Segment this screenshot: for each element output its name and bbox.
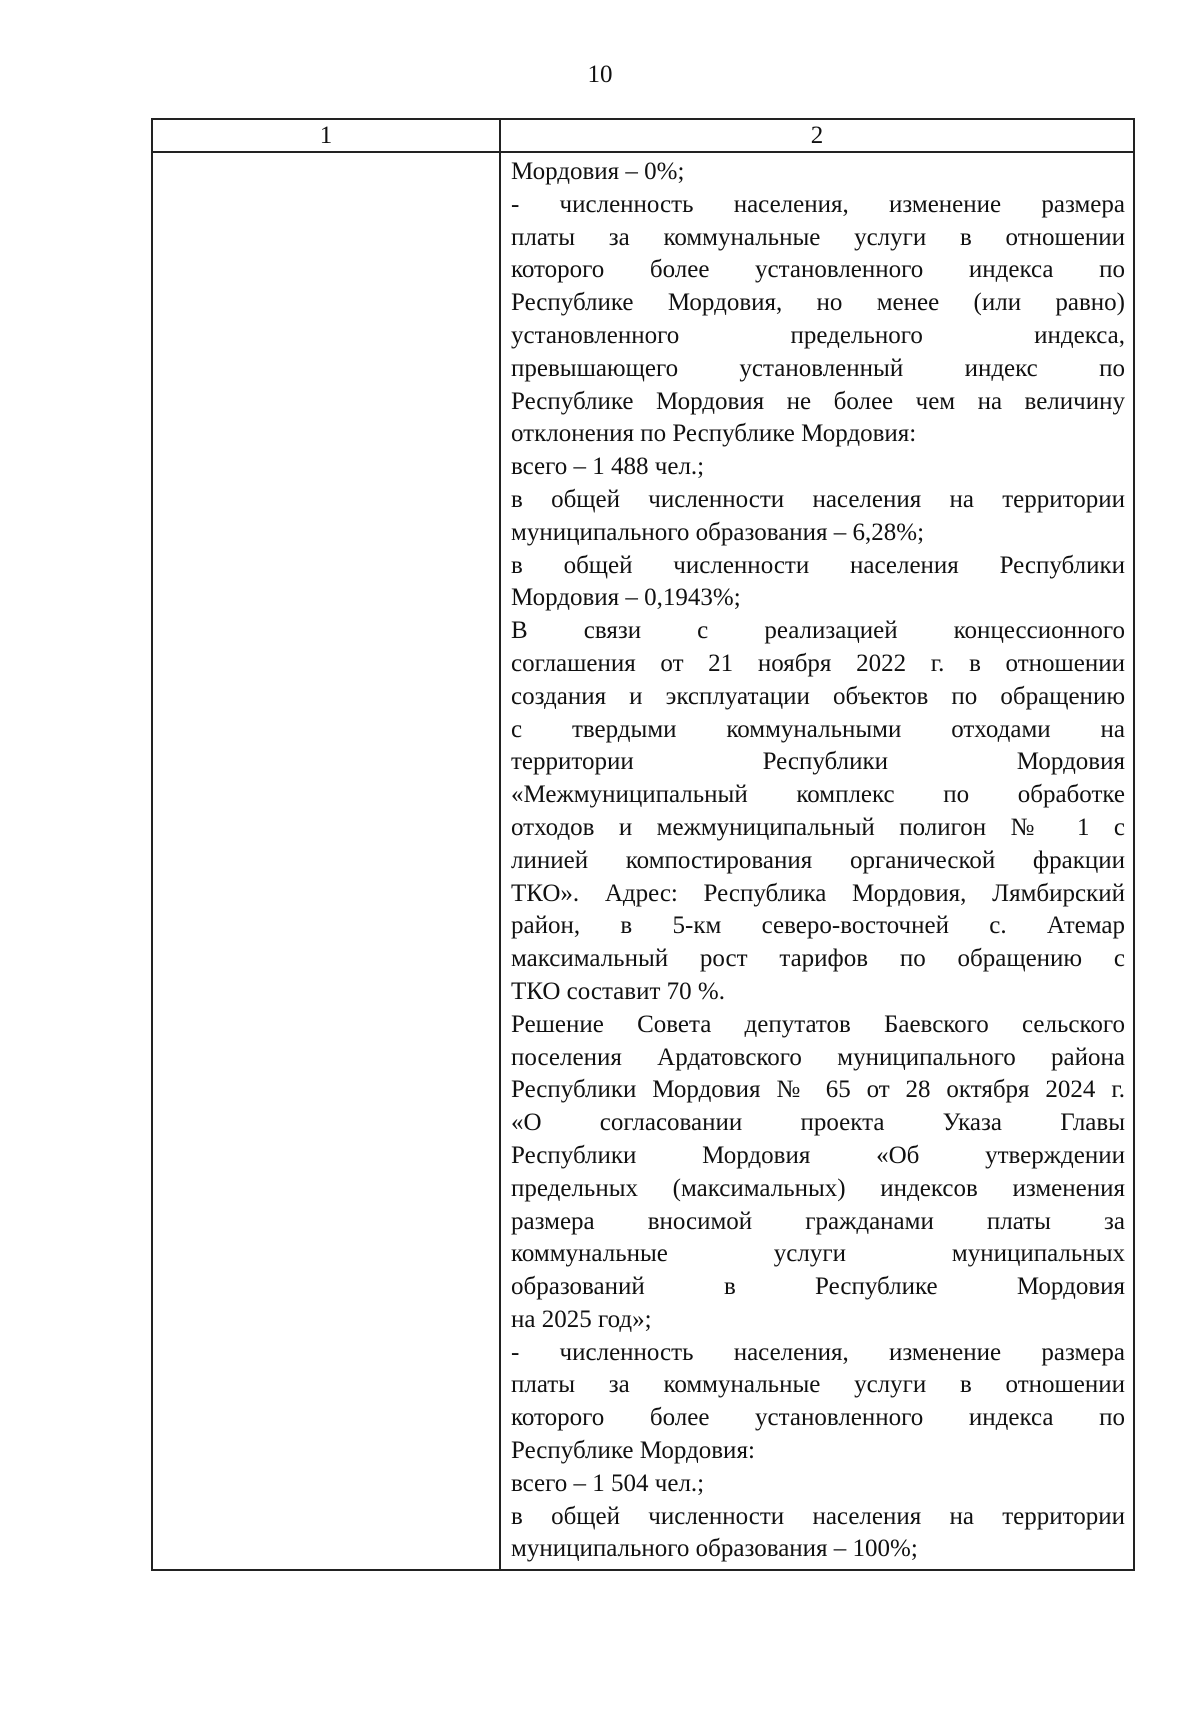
text-line: Мордовия – 0,1943%; — [511, 584, 741, 612]
text-line: линией компостирования органической фракции — [511, 846, 1125, 874]
text-line: которого более установленного индекса по — [511, 1404, 1125, 1432]
text-line: размера вносимой гражданами платы за — [511, 1207, 1125, 1235]
text-line: Республики Мордовия «Об утверждении — [511, 1141, 1125, 1169]
text-line: в общей численности населения Республики — [511, 551, 1125, 579]
column-2-cell — [511, 156, 1125, 1566]
text-line: которого более установленного индекса по — [511, 256, 1125, 284]
page-number: 10 — [587, 61, 613, 88]
document-table — [151, 118, 1135, 1571]
text-line: территории Республики Мордовия — [511, 748, 1125, 776]
text-line: всего – 1 504 чел.; — [511, 1469, 705, 1497]
text-line: отходов и межмуниципальный полигон № 1 с — [511, 813, 1125, 841]
text-line: ТКО». Адрес: Республика Мордовия, Лямбирский — [511, 879, 1125, 907]
text-line: муниципального образования – 100%; — [511, 1535, 918, 1563]
column-divider — [499, 120, 501, 1569]
table-header-row — [153, 120, 1133, 153]
text-line: максимальный рост тарифов по обращению с — [511, 945, 1125, 973]
text-line: всего – 1 488 чел.; — [511, 453, 705, 481]
text-line: Республике Мордовия: — [511, 1437, 755, 1465]
column-1-header: 1 — [319, 122, 333, 149]
text-line: установленного предельного индекса, — [511, 321, 1125, 349]
text-line: образований в Республике Мордовия — [511, 1273, 1125, 1301]
text-line: платы за коммунальные услуги в отношении — [511, 1371, 1125, 1399]
text-line: ТКО составит 70 %. — [511, 977, 725, 1005]
text-line: Республике Мордовия, но менее (или равно) — [511, 289, 1125, 317]
text-line: создания и эксплуатации объектов по обращению — [511, 682, 1125, 710]
text-line: Мордовия – 0%; — [511, 158, 685, 185]
text-line: в общей численности населения на территории — [511, 1502, 1125, 1530]
text-line: «Межмуниципальный комплекс по обработке — [511, 781, 1125, 809]
text-line: - численность населения, изменение размера — [511, 1338, 1125, 1366]
text-line: соглашения от 21 ноября 2022 г. в отношении — [511, 649, 1125, 677]
text-line: отклонения по Республике Мордовия: — [511, 420, 917, 448]
text-line: В связи с реализацией концессионного — [511, 617, 1125, 645]
text-line: - численность населения, изменение размера — [511, 190, 1125, 218]
text-line: «О согласовании проекта Указа Главы — [511, 1109, 1125, 1137]
text-line: муниципального образования – 6,28%; — [511, 518, 925, 546]
column-2-header: 2 — [810, 122, 824, 149]
text-line: предельных (максимальных) индексов изменения — [511, 1174, 1125, 1202]
text-line: платы за коммунальные услуги в отношении — [511, 223, 1125, 251]
text-line: поселения Ардатовского муниципального района — [511, 1043, 1125, 1071]
text-line: превышающего установленный индекс по — [511, 354, 1125, 382]
text-line: в общей численности населения на территории — [511, 485, 1125, 513]
text-line: Республики Мордовия № 65 от 28 октября 2024 г. — [511, 1076, 1125, 1104]
text-line: коммунальные услуги муниципальных — [511, 1240, 1125, 1268]
column-1-cell — [153, 153, 499, 1569]
text-line: Решение Совета депутатов Баевского сельского — [511, 1010, 1125, 1038]
text-line: Республике Мордовия не более чем на величину — [511, 387, 1125, 415]
text-line: район, в 5-км северо-восточней с. Атемар — [511, 912, 1125, 940]
text-line: на 2025 год»; — [511, 1305, 652, 1333]
text-line: с твердыми коммунальными отходами на — [511, 715, 1125, 743]
